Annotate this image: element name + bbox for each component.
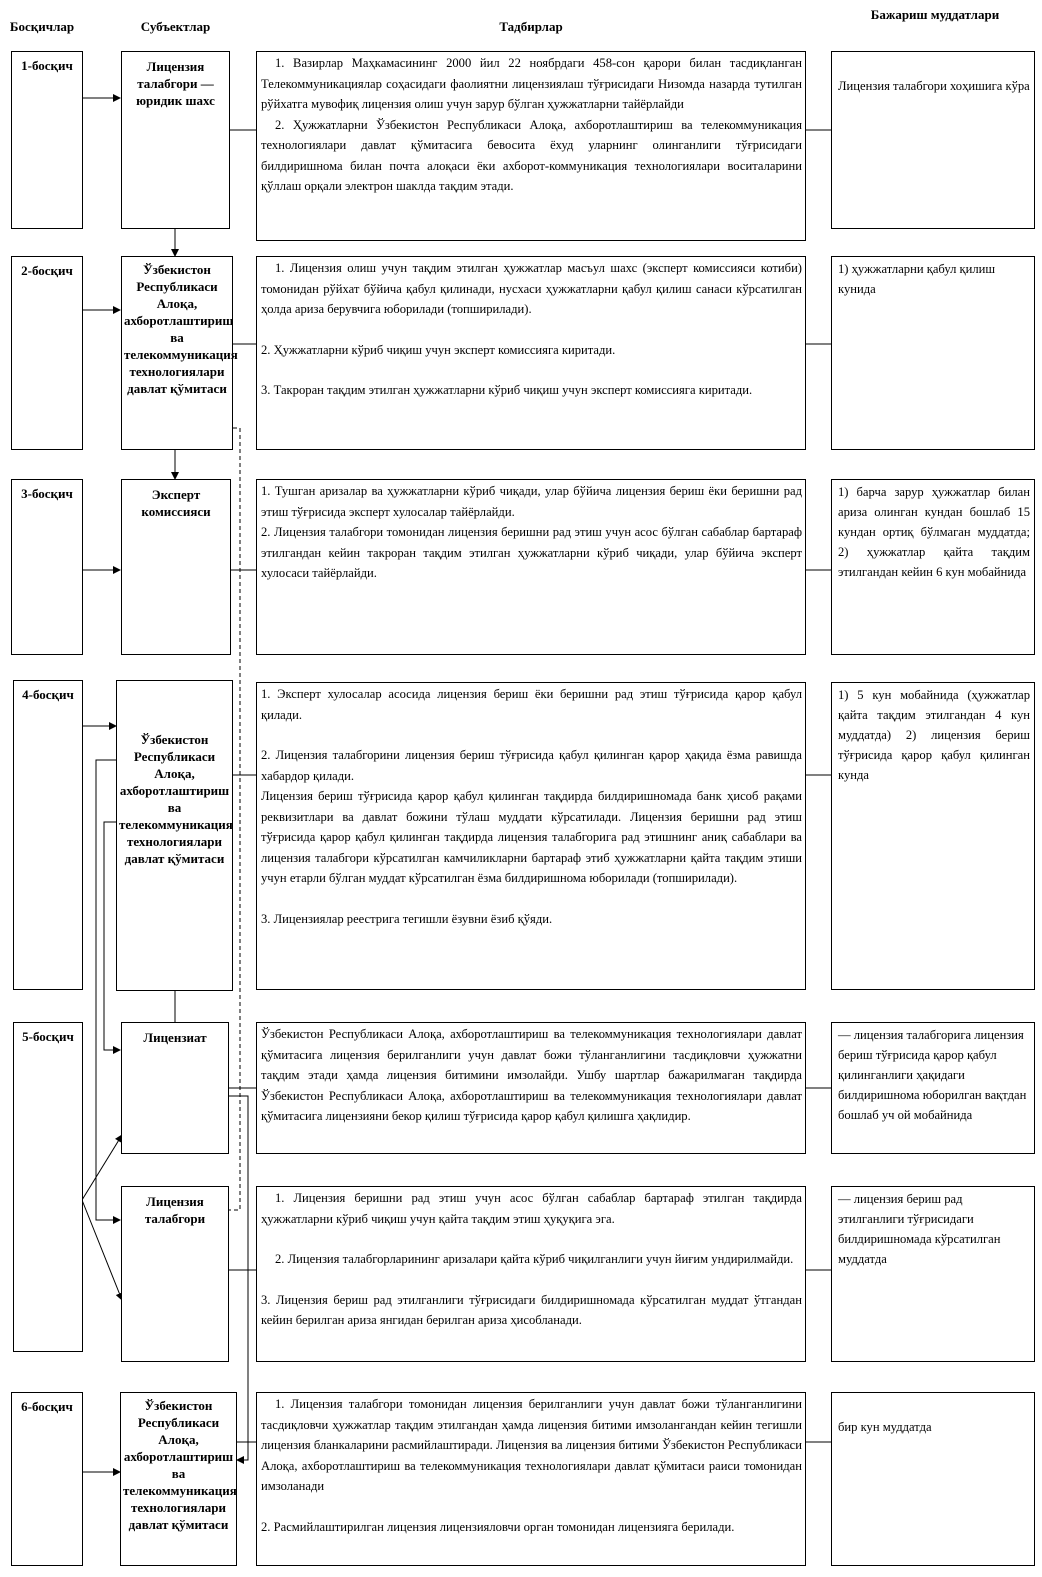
stage-4-subject: Ўзбекистон Республикаси Алоқа, ахборотлаштириш ва телекоммуникация технологиялари давлат қўмитаси: [116, 680, 233, 991]
stage-2-deadline: 1) ҳужжатларни қабул қилиш кунида: [831, 256, 1035, 450]
stage-4-deadline: 1) 5 кун мобайнида (ҳужжатлар қайта тақдим этилгандан 4 кун муддатда) 2) лицензия бериш тўғрисида қарор қабул қилинган кунда: [831, 682, 1035, 990]
stage-4-action-1: 1. Эксперт хулосалар асосида лицензия бериш ёки беришни рад этиш тўғрисида қарор қабул қилади.: [261, 687, 802, 722]
stage-3-actions: [256, 479, 806, 655]
stage-5-actions-applicant: [256, 1186, 806, 1362]
stage-6-actions: [256, 1392, 806, 1566]
stage-2-action-1: 1. Лицензия олиш учун тақдим этилган ҳужжатлар масъул шахс (эксперт комиссияси котиби) томонидан рўйхат бўйича қабул қилинади, нусхаси ҳужжатларни қабул қилиш санаси кўрсатилган ҳолда ариза берувчига юборилади (топширилади).: [261, 261, 802, 316]
stage-5-deadline-licensee: — лицензия талабгорига лицензия бериш тўғрисида қарор қабул қилинганлиги ҳақидаги билдиришнома юборилган вақтдан бошлаб уч ой мобайнида: [831, 1022, 1035, 1154]
stage-6-subject: Ўзбекистон Республикаси Алоқа, ахборотлаштириш ва телекоммуникация технологиялари давлат қўмитаси: [120, 1392, 237, 1566]
stage-1-action-1: 1. Вазирлар Маҳкамасининг 2000 йил 22 ноябрдаги 458-сон қарори билан тасдиқланган Телекоммуникациялар соҳасидаги фаолиятни лицензиялаш тўғрисидаги Низомда назарда тутилган рўйхатга мувофиқ лицензия олиш учун зарур бўлган ҳужжатларни тайёрлайди: [261, 56, 802, 111]
stage-6-action-1: 1. Лицензия талабгори томонидан лицензия берилганлиги учун давлат божи тўланганлигини тасдиқловчи ҳужжатлар тақдим этилгандан ҳамда лицензия битими имзолангандан кейин тегишли лицензия бланкаларини расмийлаштиради. Лицензия ва лицензия битими Ўзбекистон Республикаси Алоқа, ахборотлаштириш ва телекоммуникация технологиялари давлат қўмитаси раиси томонидан имзоланади: [261, 1397, 802, 1493]
header-actions: Тадбирлар: [499, 19, 563, 34]
stage-5-action-applicant-3: 3. Лицензия бериш рад этилганлиги тўғрисидаги билдиришномада кўрсатилган муддат ўтгандан кейин берилган ариза янгидан берилган ариза ҳисобланади.: [261, 1292, 802, 1327]
stage-2-label: 2-босқич: [11, 256, 83, 450]
stage-4-action-3: Лицензия бериш тўғрисида қарор қабул қилинган тақдирда билдиришномада банк ҳисоб рақами реквизитлари ва давлат божини тўлаш муддати кўрсатилади. Лицензия беришни рад этиш тўғрисида қарор қабул қилинган тақдирда лицензия талабгорига рад этишнинг аниқ сабаблари ва лицензия талабгори кўрсатилган камчиликларни бартараф этиб ҳужжатларни қайта тақдим этиши учун етарли бўлган муддат кўрсатилган ёзма билдиришнома юборилади (топширилади).: [261, 789, 802, 885]
stage-6-action-2: 2. Расмийлаштирилган лицензия лицензияловчи орган томонидан лицензияга берилади.: [261, 1519, 735, 1534]
stage-5-action-applicant-1: 1. Лицензия беришни рад этиш учун асос бўлган сабаблар бартараф этилган тақдирда ҳужжатларни кўриб чиқиш учун қайта тақдим этиш ҳуқуқига эга.: [261, 1191, 802, 1226]
stage-3-action-1: 1. Тушган аризалар ва ҳужжатларни кўриб чиқади, улар бўйича лицензия бериш ёки беришни рад этиш тўғрисида эксперт хулосалар тайёрлайди.: [261, 484, 802, 519]
stage-3-label: 3-босқич: [11, 479, 83, 655]
stage-2-actions: [256, 256, 806, 450]
stage-4-action-2: 2. Лицензия талабгорини лицензия бериш тўғрисида қабул қилинган қарор ҳақида ёзма равишда хабардор қилади.: [261, 748, 802, 783]
stage-4-action-4: 3. Лицензиялар реестрига тегишли ёзувни ёзиб қўяди.: [261, 911, 553, 926]
stage-5-subject-licensee: Лицензиат: [121, 1022, 229, 1154]
stage-3-deadline: 1) барча зарур ҳужжатлар билан ариза олинган кундан бошлаб 15 кундан ортиқ бўлмаган муддатда; 2) ҳужжатлар қайта тақдим этилгандан кейин 6 кун мобайнида: [831, 479, 1035, 655]
header-deadlines: Бажариш муддатлари: [870, 7, 1000, 22]
stage-4-actions: [256, 682, 806, 990]
stage-6-deadline: бир кун муддатда: [831, 1392, 1035, 1566]
stage-4-label: 4-босқич: [13, 680, 83, 990]
stage-5-deadline-applicant: — лицензия бериш рад этилганлиги тўғрисидаги билдиришномада кўрсатилган муддатда: [831, 1186, 1035, 1362]
stage-3-subject: Эксперт комиссияси: [121, 479, 231, 655]
stage-1-deadline: Лицензия талабгори хоҳишига кўра: [831, 51, 1035, 229]
stage-2-action-3: 3. Такроран тақдим этилган ҳужжатларни кўриб чиқиш учун эксперт комиссияга киритади.: [261, 383, 753, 397]
stage-5-label: 5-босқич: [13, 1022, 83, 1352]
stage-5-action-licensee: Ўзбекистон Республикаси Алоқа, ахборотлаштириш ва телекоммуникация технологиялари давлат қўмитасига лицензия берилганлиги учун давлат божи тўланганлигини тасдиқловчи ҳужжатни тақдим этади ҳамда лицензия битимини имзолайди. Ушбу шартлар бажарилмаган тақдирда Ўзбекистон Республикаси Алоқа, ахборотлаштириш ва телекоммуникация технологиялари давлат қўмитасига лицензияни бекор қилиш тўғрисида қарор қабул қилишга ҳақлидир.: [261, 1027, 802, 1123]
stage-1-label: 1-босқич: [11, 51, 83, 229]
stage-5-action-applicant-2: 2. Лицензия талабгорларининг аризалари қайта кўриб чиқилганлиги учун йиғим ундирилмайди.: [275, 1252, 794, 1266]
stage-2-action-2: 2. Ҳужжатларни кўриб чиқиш учун эксперт комиссияга киритади.: [261, 342, 616, 357]
stage-1-actions: [256, 51, 806, 241]
stage-5-subject-applicant: Лицензия талабгори: [121, 1186, 229, 1362]
stage-3-action-2: 2. Лицензия талабгори томонидан лицензия беришни рад этиш учун асос бўлган сабаблар бартараф этилгандан кейин такроран тақдим этилган ҳужжатларни кўриб чиқади, улар бўйича эксперт хулосаси тайёрлайди.: [261, 525, 802, 580]
stage-1-subject: Лицензия талабгори — юридик шахс: [121, 51, 230, 229]
stage-6-label: 6-босқич: [11, 1392, 83, 1566]
header-subjects: Субъектлар: [140, 19, 211, 34]
stage-2-subject: Ўзбекистон Республикаси Алоқа, ахборотлаштириш ва телекоммуникация технологиялари давлат қўмитаси: [121, 256, 233, 450]
stage-1-action-2: 2. Ҳужжатларни Ўзбекистон Республикаси Алоқа, ахборотлаштириш ва телекоммуникация технологиялари давлат қўмитасига бевосита ёхуд уларнинг олинганлиги тўғрисидаги билдиришнома билан почта алоқаси ёки ахборот-коммуникация технологиялари воситаларини қўллаш орқали электрон шаклда тақдим этади.: [261, 117, 802, 193]
header-steps: Босқичлар: [9, 19, 75, 34]
stage-5-actions-licensee: [256, 1022, 806, 1154]
